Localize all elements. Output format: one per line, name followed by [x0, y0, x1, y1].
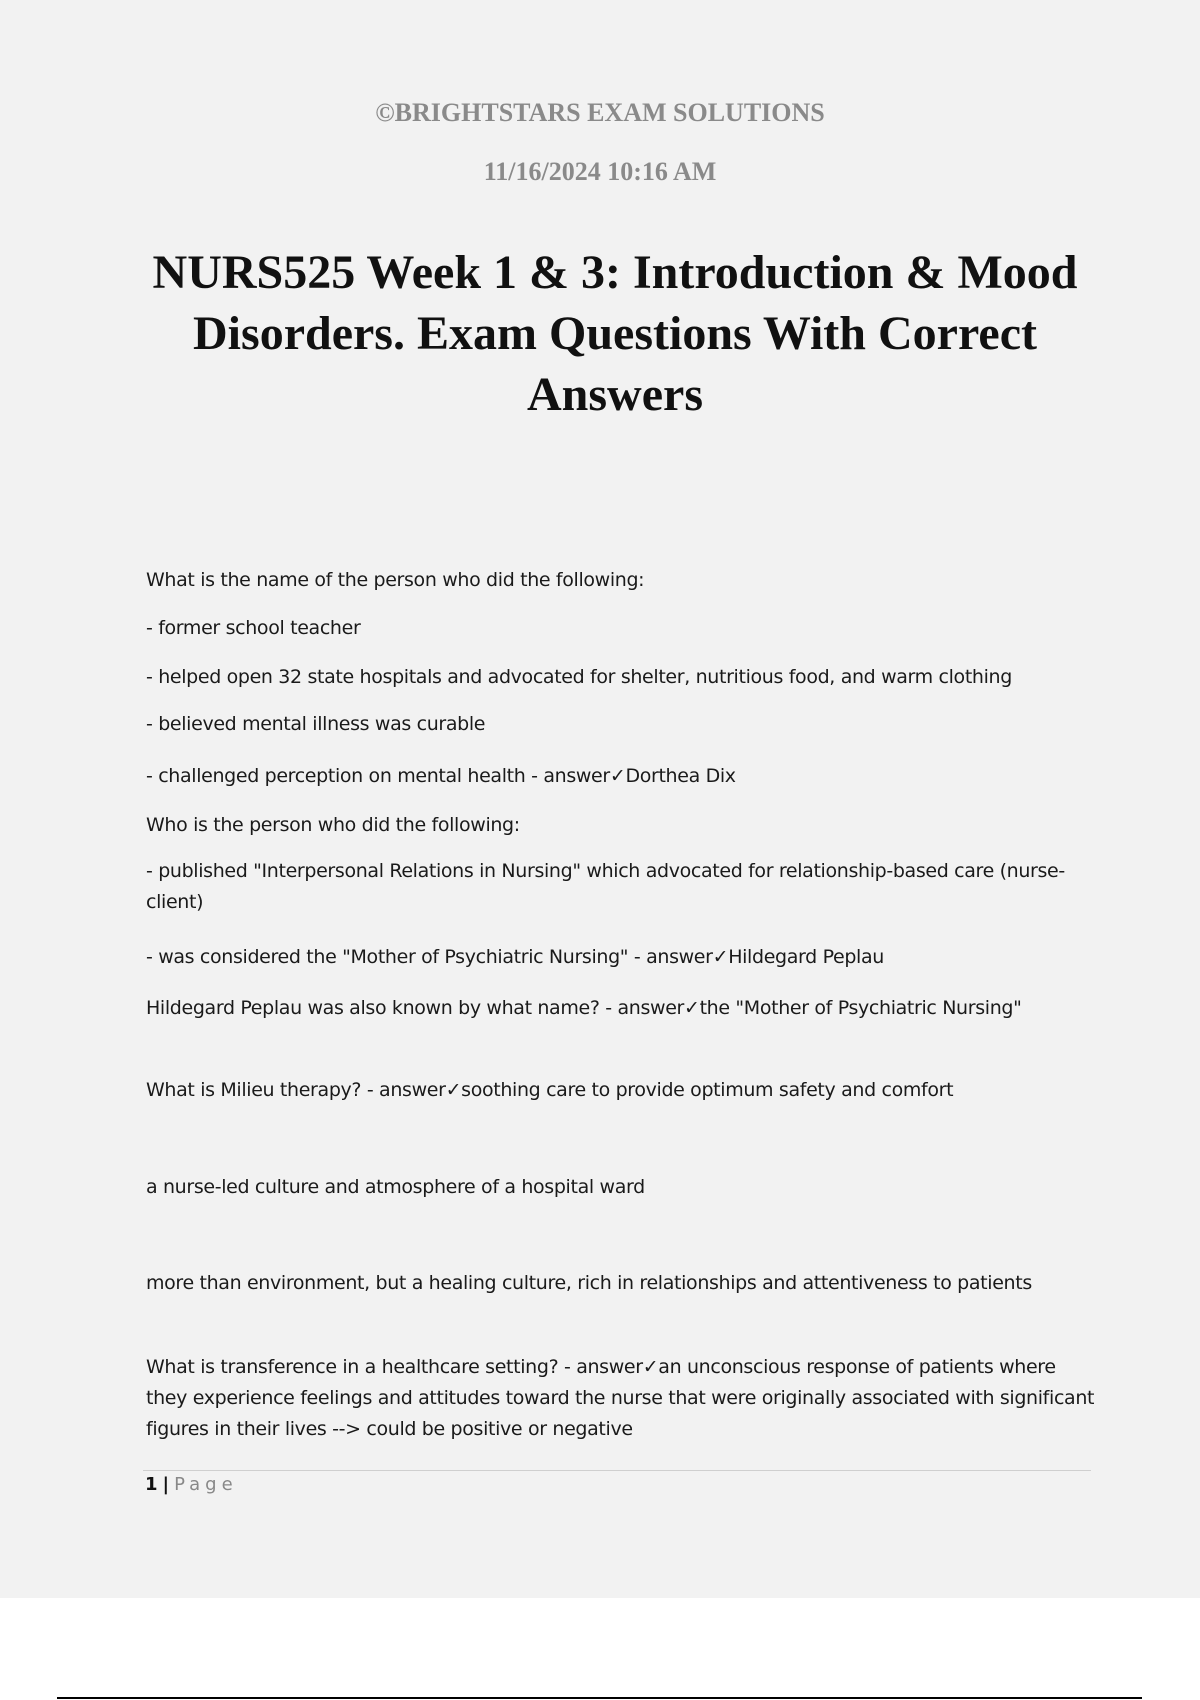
page-label: Page — [174, 1474, 238, 1495]
question-5 — [146, 1352, 1096, 1445]
page-footer — [145, 1474, 238, 1495]
answer-text: soothing care to provide optimum safety and comfort — [461, 1079, 954, 1101]
question-1-intro: What is the name of the person who did the following: — [146, 569, 645, 591]
document-title: NURS525 Week 1 & 3: Introduction & Mood Disorders. Exam Questions With Correct Answers — [152, 246, 1078, 421]
question-1-bullet-1: - former school teacher — [146, 617, 361, 639]
question-3 — [146, 993, 1096, 1024]
checkmark-icon: ✓ — [642, 1356, 659, 1378]
footer-separator: | — [162, 1474, 170, 1495]
next-page-divider — [57, 1697, 1142, 1699]
question-1-bullet-3: - believed mental illness was curable — [146, 713, 486, 735]
question-4-answer-paragraph-2: a nurse-led culture and atmosphere of a hospital ward — [146, 1176, 645, 1198]
watermark-text: ©BRIGHTSTARS EXAM SOLUTIONS — [375, 98, 825, 127]
question-1-bullet-4 — [146, 761, 1096, 792]
question-text: What is Milieu therapy? - answer — [146, 1079, 446, 1101]
question-text: What is transference in a healthcare setting? - answer — [146, 1356, 643, 1378]
timestamp-text: 11/16/2024 10:16 AM — [483, 157, 717, 186]
answer-text: the "Mother of Psychiatric Nursing" — [699, 997, 1022, 1019]
answer-text: Hildegard Peplau — [728, 946, 884, 968]
footer-divider — [143, 1470, 1091, 1471]
checkmark-icon: ✓ — [609, 765, 626, 787]
checkmark-icon: ✓ — [445, 1079, 462, 1101]
question-2-bullet-2 — [146, 942, 1096, 973]
question-2-intro: Who is the person who did the following: — [146, 814, 520, 836]
page-number: 1 — [145, 1474, 158, 1495]
answer-text: Dorthea Dix — [625, 765, 736, 787]
question-text: - challenged perception on mental health - answer — [146, 765, 610, 787]
question-1-bullet-2: - helped open 32 state hospitals and advocated for shelter, nutritious food, and warm clothing — [146, 666, 1012, 688]
question-4 — [146, 1075, 1096, 1106]
question-2-bullet-1: - published "Interpersonal Relations in Nursing" which advocated for relationship-based care (nurse-client) — [146, 860, 1065, 913]
question-text: Hildegard Peplau was also known by what name? - answer — [146, 997, 684, 1019]
question-4-answer-paragraph-3: more than environment, but a healing culture, rich in relationships and attentiveness to patients — [146, 1272, 1032, 1294]
question-text: - was considered the "Mother of Psychiatric Nursing" - answer — [146, 946, 713, 968]
answer-text: an unconscious response of patients where they experience feelings and attitudes toward the nurse that were originally associated with significant figures in their lives --> could be positive or negative — [146, 1356, 1095, 1440]
checkmark-icon: ✓ — [712, 946, 729, 968]
checkmark-icon: ✓ — [684, 997, 700, 1019]
